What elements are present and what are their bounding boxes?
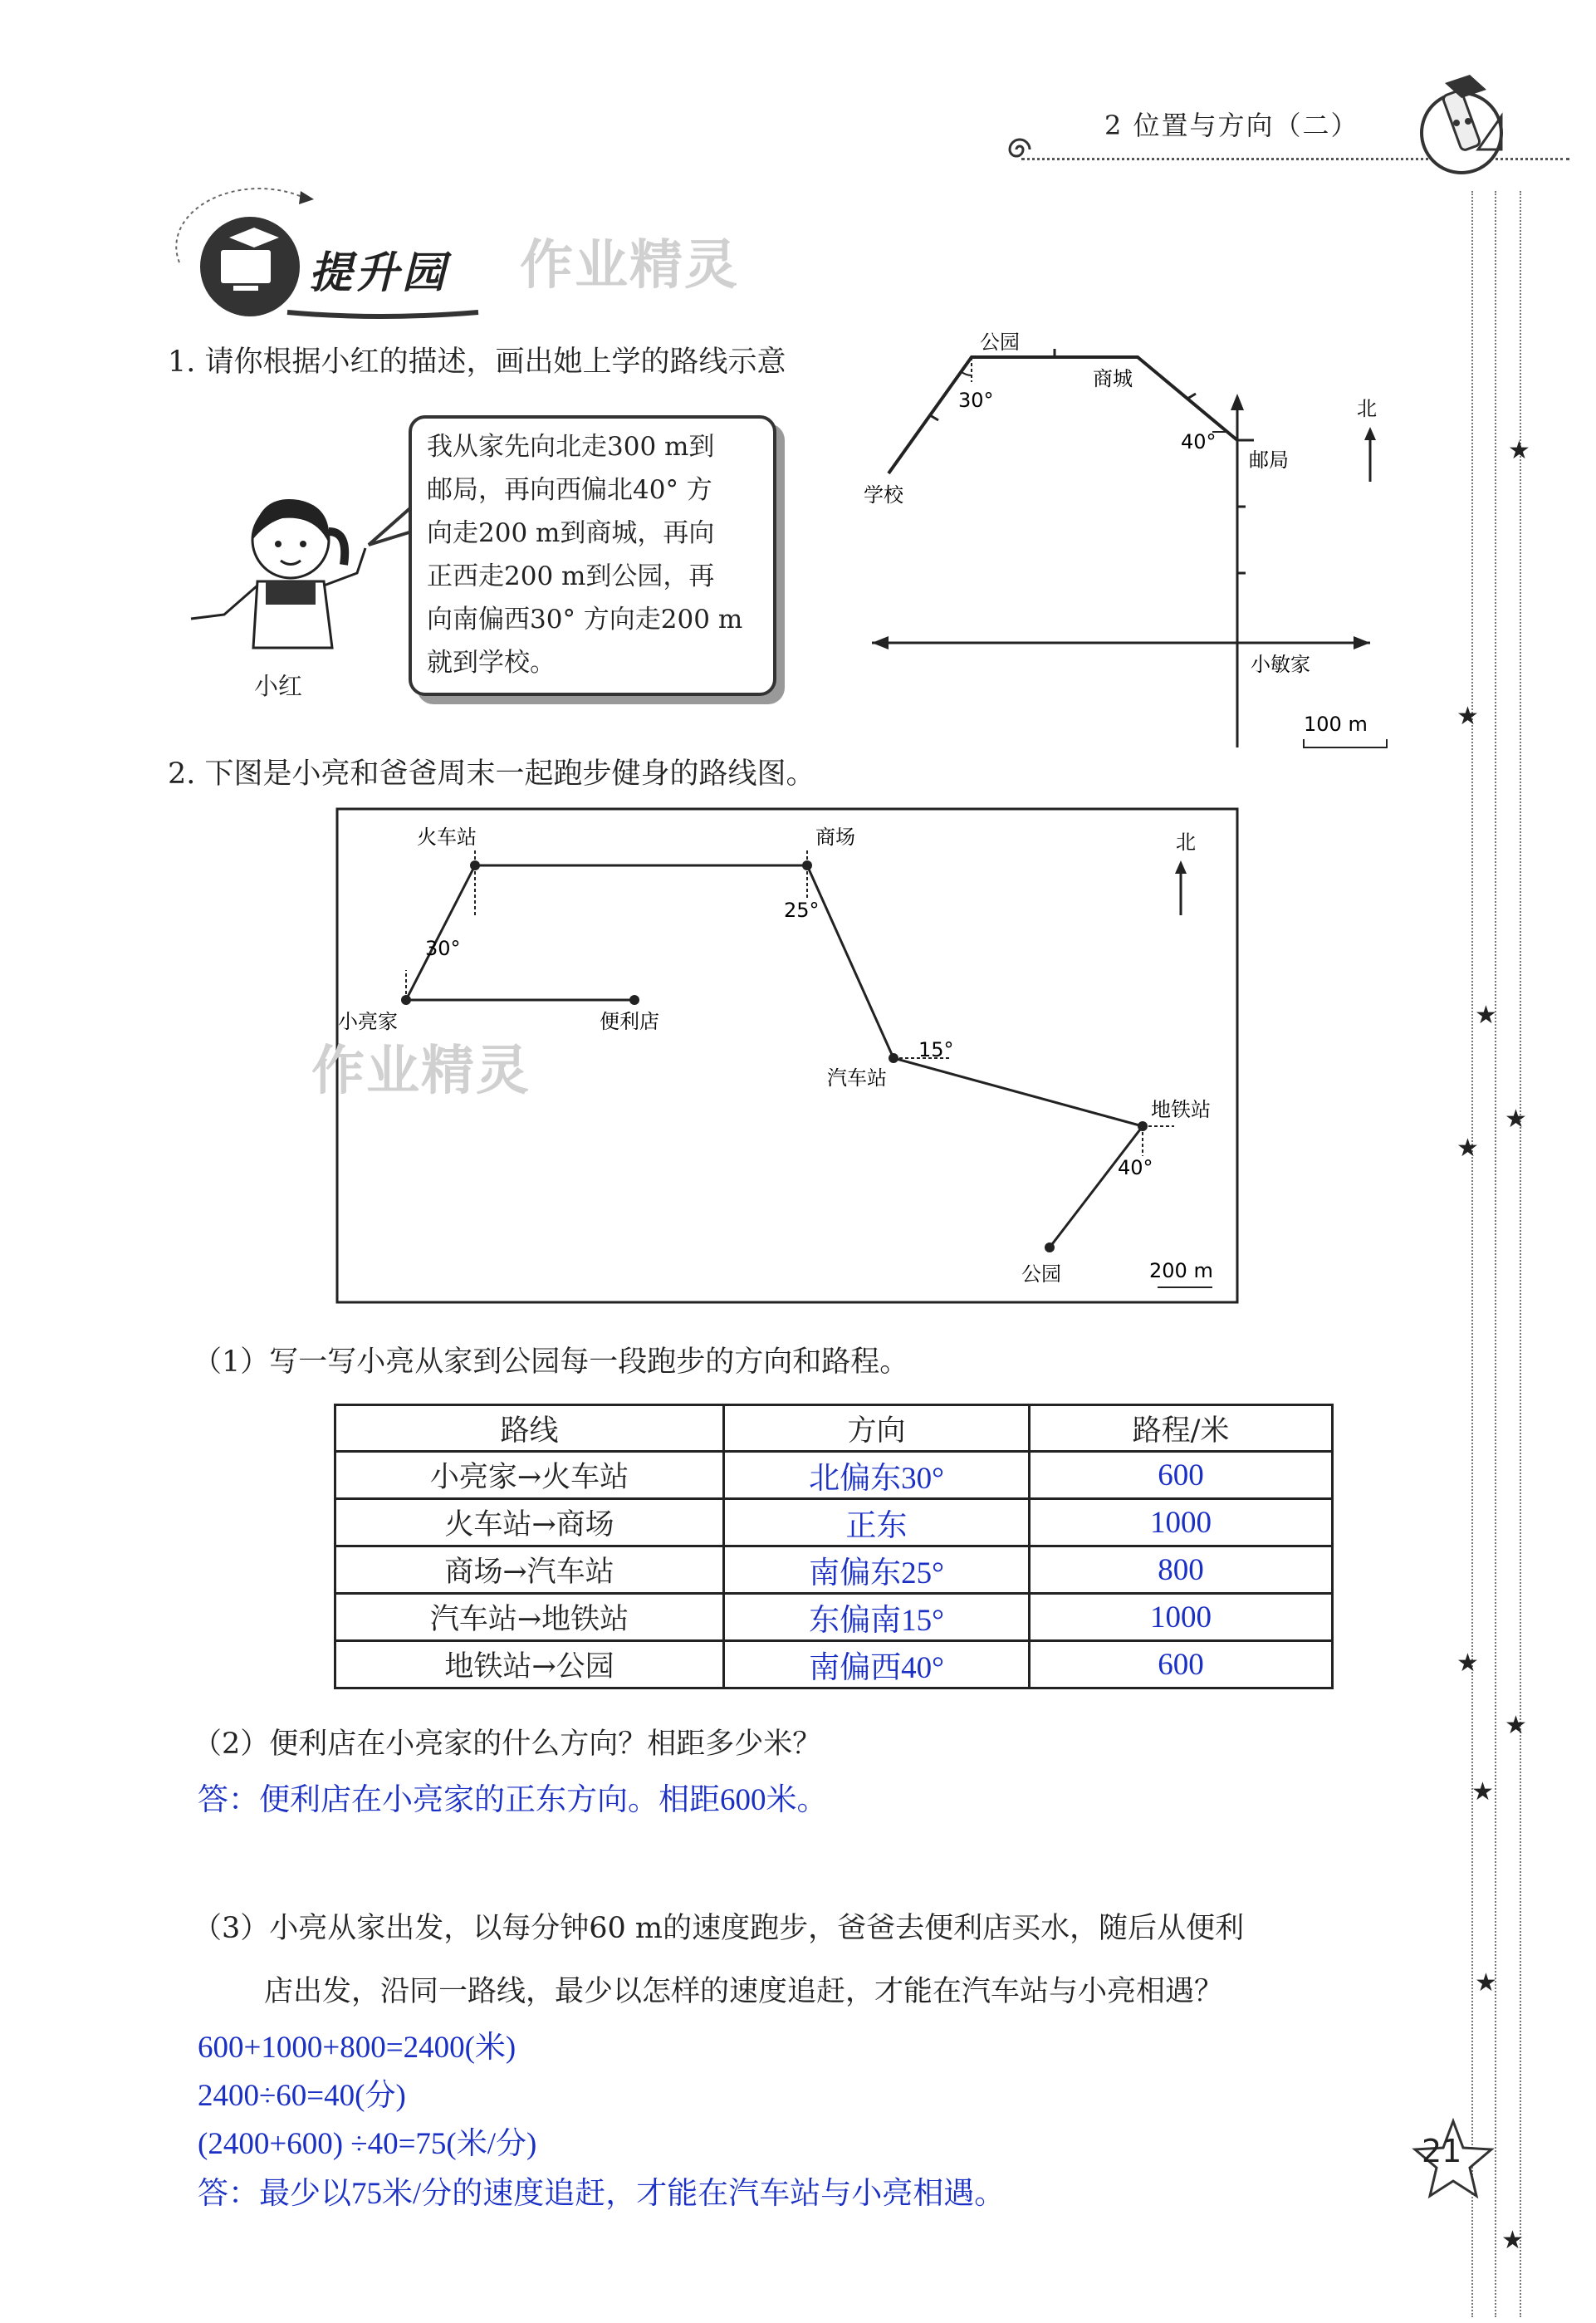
cell-direction: 南偏东25°: [724, 1546, 1030, 1594]
answer-2: 答：便利店在小亮家的正东方向。相距600米。: [198, 1783, 828, 1817]
question-2-text: 2. 下图是小亮和爸爸周末一起跑步健身的路线图。: [168, 757, 815, 791]
map-label-home: 小亮家: [338, 1010, 398, 1033]
work-line: (2400+600) ÷40=75(米/分): [198, 2127, 537, 2161]
map-label-post: 邮局: [1249, 448, 1289, 472]
subquestion-3-text-line1: （3）小亮从家出发，以每分钟60 m的速度跑步，爸爸去便利店买水，随后从便利: [193, 1912, 1245, 1945]
page-number: 21: [1422, 2133, 1462, 2169]
star-icon: ★: [1456, 702, 1479, 731]
q1-route-map: [855, 324, 1420, 772]
map-label-subway: 地铁站: [1151, 1098, 1211, 1121]
subquestion-2-text: （2）便利店在小亮家的什么方向？相距多少米？: [193, 1728, 822, 1761]
speech-line: 向南偏西30° 方向走200 m: [427, 605, 743, 635]
speech-tail: [365, 498, 415, 548]
cell-route: 商场→汽车站: [335, 1546, 724, 1594]
work-line: 600+1000+800=2400(米): [198, 2031, 516, 2065]
map-label-scale: 200 m: [1149, 1259, 1213, 1282]
watermark: 作业精灵: [311, 1041, 531, 1102]
cell-route: 地铁站→公园: [335, 1641, 724, 1688]
route-table: [334, 1404, 1334, 1689]
table-row: [335, 1546, 1333, 1594]
decor-line: [1471, 191, 1473, 2317]
question-1-text: 1. 请你根据小红的描述，画出她上学的路线示意: [168, 346, 786, 379]
star-icon: ★: [1475, 1001, 1497, 1030]
cell-direction: 东偏南15°: [724, 1594, 1030, 1641]
speech-line: 我从家先向北走300 m到: [427, 432, 715, 462]
pencil-mascot-icon: [1412, 66, 1511, 183]
cell-direction: 南偏西40°: [724, 1641, 1030, 1688]
star-icon: ★: [1456, 1134, 1479, 1163]
cell-distance: 600: [1030, 1641, 1333, 1688]
star-icon: ★: [1505, 1711, 1527, 1740]
girl-label: 小红: [254, 672, 303, 700]
map-label-train: 火车站: [417, 826, 477, 849]
work-line: 2400÷60=40(分): [198, 2079, 406, 2113]
map-label-angle-40: 40°: [1118, 1156, 1153, 1179]
map-label-store: 便利店: [600, 1010, 659, 1033]
map-label-north: 北: [1176, 831, 1196, 854]
table-row: [335, 1499, 1333, 1546]
decor-line: [1495, 191, 1496, 2317]
answer-3: 答：最少以75米/分的速度追赶，才能在汽车站与小亮相遇。: [198, 2177, 1006, 2211]
cell-distance: 1000: [1030, 1594, 1333, 1641]
map-label-bus: 汽车站: [827, 1066, 887, 1090]
star-icon: ★: [1505, 1105, 1527, 1134]
map-label-angle-30: 30°: [958, 389, 994, 412]
route-line: [889, 357, 1237, 473]
subquestion-3-text-line2: 店出发，沿同一路线，最少以怎样的速度追赶，才能在汽车站与小亮相遇？: [264, 1975, 1224, 2008]
table-row: [335, 1452, 1333, 1499]
star-icon: ★: [1501, 2226, 1524, 2255]
cell-route: 小亮家→火车站: [335, 1452, 724, 1499]
decor-line: [1520, 191, 1521, 2317]
speech-text: [427, 425, 759, 684]
cell-route: 火车站→商场: [335, 1499, 724, 1546]
map-label-angle-40: 40°: [1181, 430, 1217, 453]
cell-distance: 600: [1030, 1452, 1333, 1499]
table-row: [335, 1641, 1333, 1688]
speech-line: 向走200 m到商城，再向: [427, 518, 715, 548]
map-label-mall: 商城: [1093, 367, 1133, 390]
star-icon: ★: [1456, 1649, 1479, 1678]
map-label-north: 北: [1357, 397, 1377, 420]
speech-line: 正西走200 m到公园，再: [427, 561, 715, 591]
subquestion-1-text: （1）写一写小亮从家到公园每一段跑步的方向和路程。: [193, 1345, 909, 1379]
table-header-row: [335, 1405, 1333, 1452]
cell-route: 汽车站→地铁站: [335, 1594, 724, 1641]
map-label-shop: 商场: [815, 826, 855, 849]
star-icon: ★: [1475, 1968, 1497, 1997]
map-label-school: 学校: [864, 483, 903, 507]
star-icon: ★: [1471, 1777, 1494, 1806]
chapter-title: 2 位置与方向（二）: [1104, 110, 1359, 141]
star-icon: ★: [1508, 436, 1530, 465]
header-distance: 路程/米: [1030, 1405, 1333, 1452]
map-label-scale: 100 m: [1304, 713, 1368, 736]
swirl-icon: [1003, 133, 1036, 166]
cell-direction: 北偏东30°: [724, 1452, 1030, 1499]
table-row: [335, 1594, 1333, 1641]
speech-line: 就到学校。: [427, 648, 556, 678]
map-label-angle-30: 30°: [425, 937, 461, 960]
speech-line: 邮局，再向西偏北40° 方: [427, 475, 712, 505]
section-title: 提升园: [309, 248, 449, 298]
watermark: 作业精灵: [520, 235, 739, 297]
header-direction: 方向: [724, 1405, 1030, 1452]
cell-distance: 1000: [1030, 1499, 1333, 1546]
map-label-park: 公园: [980, 331, 1020, 354]
map-label-angle-25: 25°: [784, 899, 820, 922]
cell-distance: 800: [1030, 1546, 1333, 1594]
map-label-park: 公园: [1021, 1262, 1061, 1286]
map-label-angle-15: 15°: [918, 1038, 954, 1061]
cell-direction: 正东: [724, 1499, 1030, 1546]
map-label-home: 小敏家: [1251, 653, 1310, 676]
header-route: 路线: [335, 1405, 724, 1452]
